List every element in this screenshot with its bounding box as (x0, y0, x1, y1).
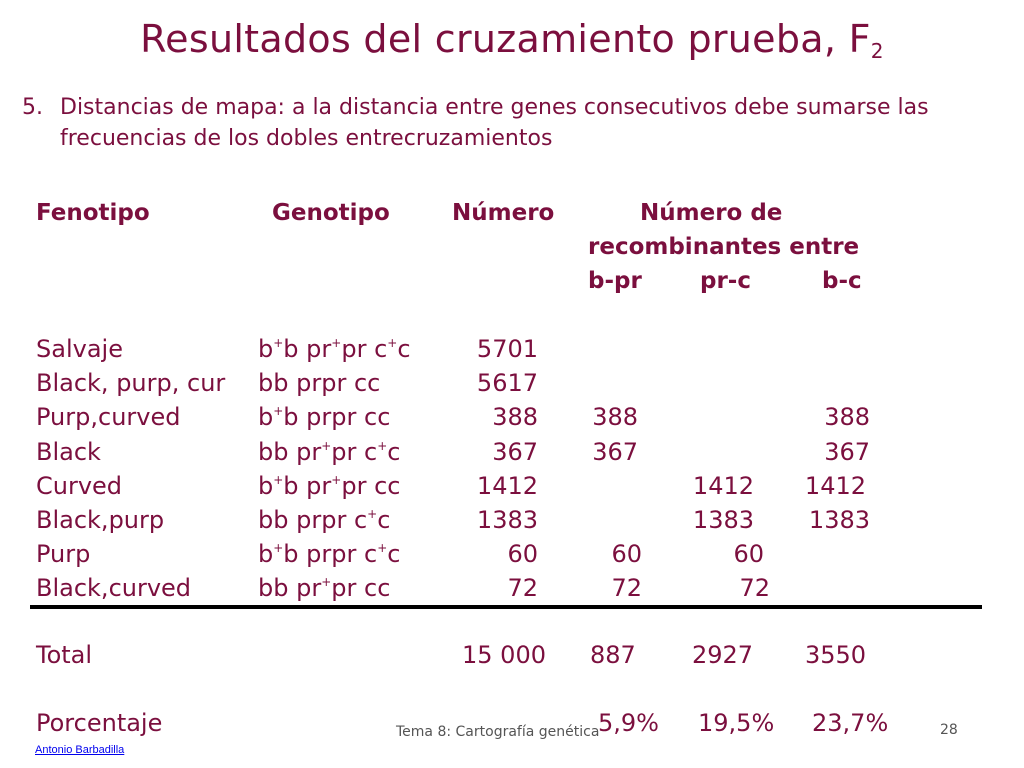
slide-title-subscript: 2 (870, 39, 884, 63)
header-recomb-line1: Número de (640, 200, 783, 226)
row-numero: 5617 (476, 369, 538, 398)
row-genotipo: b+b pr+pr c+c (258, 335, 411, 363)
row-b-pr: 388 (592, 403, 638, 432)
row-b-pr: 60 (611, 540, 642, 569)
header-b-pr: b-pr (588, 268, 642, 294)
row-fenotipo: Black (36, 437, 101, 466)
footer-topic: Tema 8: Cartografía genética (396, 724, 600, 740)
row-genotipo: bb pr+pr cc (258, 574, 391, 603)
header-numero: Número (452, 200, 555, 226)
row-genotipo: bb pr+pr c+c (258, 437, 401, 466)
row-b-c: 1412 (804, 471, 866, 500)
row-genotipo: b+b pr+pr cc (258, 471, 401, 500)
percent-pr-c: 19,5% (698, 709, 775, 737)
header-fenotipo: Fenotipo (36, 200, 150, 226)
row-genotipo: b+b prpr c+c (258, 540, 401, 569)
row-b-pr: 72 (611, 574, 642, 603)
total-numero: 15 000 (462, 641, 546, 669)
header-pr-c: pr-c (700, 268, 751, 294)
row-numero: 367 (492, 437, 538, 466)
row-pr-c: 60 (733, 540, 764, 569)
row-fenotipo: Purp,curved (36, 403, 181, 432)
row-pr-c: 1412 (692, 471, 754, 500)
row-fenotipo: Curved (36, 471, 123, 500)
row-genotipo: bb prpr c+c (258, 506, 391, 534)
row-fenotipo: Black, purp, cur (36, 369, 226, 398)
row-numero: 60 (507, 540, 538, 569)
page-number: 28 (940, 722, 958, 738)
row-numero: 5701 (476, 335, 538, 363)
row-fenotipo: Black,purp (36, 506, 165, 534)
table-divider (30, 605, 982, 609)
author-link[interactable]: Antonio Barbadilla (35, 744, 125, 756)
slide-title-main: Resultados del cruzamiento prueba, F (140, 17, 871, 61)
row-numero: 1412 (476, 471, 538, 500)
row-b-c: 367 (824, 437, 870, 466)
row-numero: 1383 (476, 506, 538, 534)
row-numero: 72 (507, 574, 538, 603)
row-genotipo: b+b prpr cc (258, 403, 391, 432)
percent-b-c: 23,7% (812, 709, 889, 737)
header-b-c: b-c (822, 268, 862, 294)
header-genotipo: Genotipo (272, 200, 390, 226)
row-numero: 388 (492, 403, 538, 432)
row-b-c: 1383 (808, 506, 870, 534)
row-fenotipo: Salvaje (36, 335, 123, 363)
bullet-number: 5. (22, 95, 43, 120)
bullet-text: Distancias de mapa: a la distancia entre genes consecutivos debe sumarse las frecuencias de los dobles entrecruzamientos (60, 95, 929, 151)
row-fenotipo: Purp (36, 540, 91, 569)
row-genotipo: bb prpr cc (258, 369, 381, 398)
row-pr-c: 1383 (692, 506, 754, 534)
total-b-c: 3550 (805, 641, 867, 669)
total-label: Total (36, 641, 93, 669)
row-pr-c: 72 (739, 574, 770, 603)
row-fenotipo: Black,curved (36, 574, 192, 603)
slide-title (0, 14, 1024, 76)
percent-b-pr: 5,9% (598, 709, 659, 737)
total-pr-c: 2927 (692, 641, 754, 669)
row-b-pr: 367 (592, 437, 638, 466)
header-recomb-line2: recombinantes entre (588, 234, 860, 260)
total-b-pr: 887 (590, 641, 636, 669)
row-b-c: 388 (824, 403, 870, 432)
percent-label: Porcentaje (36, 709, 163, 737)
